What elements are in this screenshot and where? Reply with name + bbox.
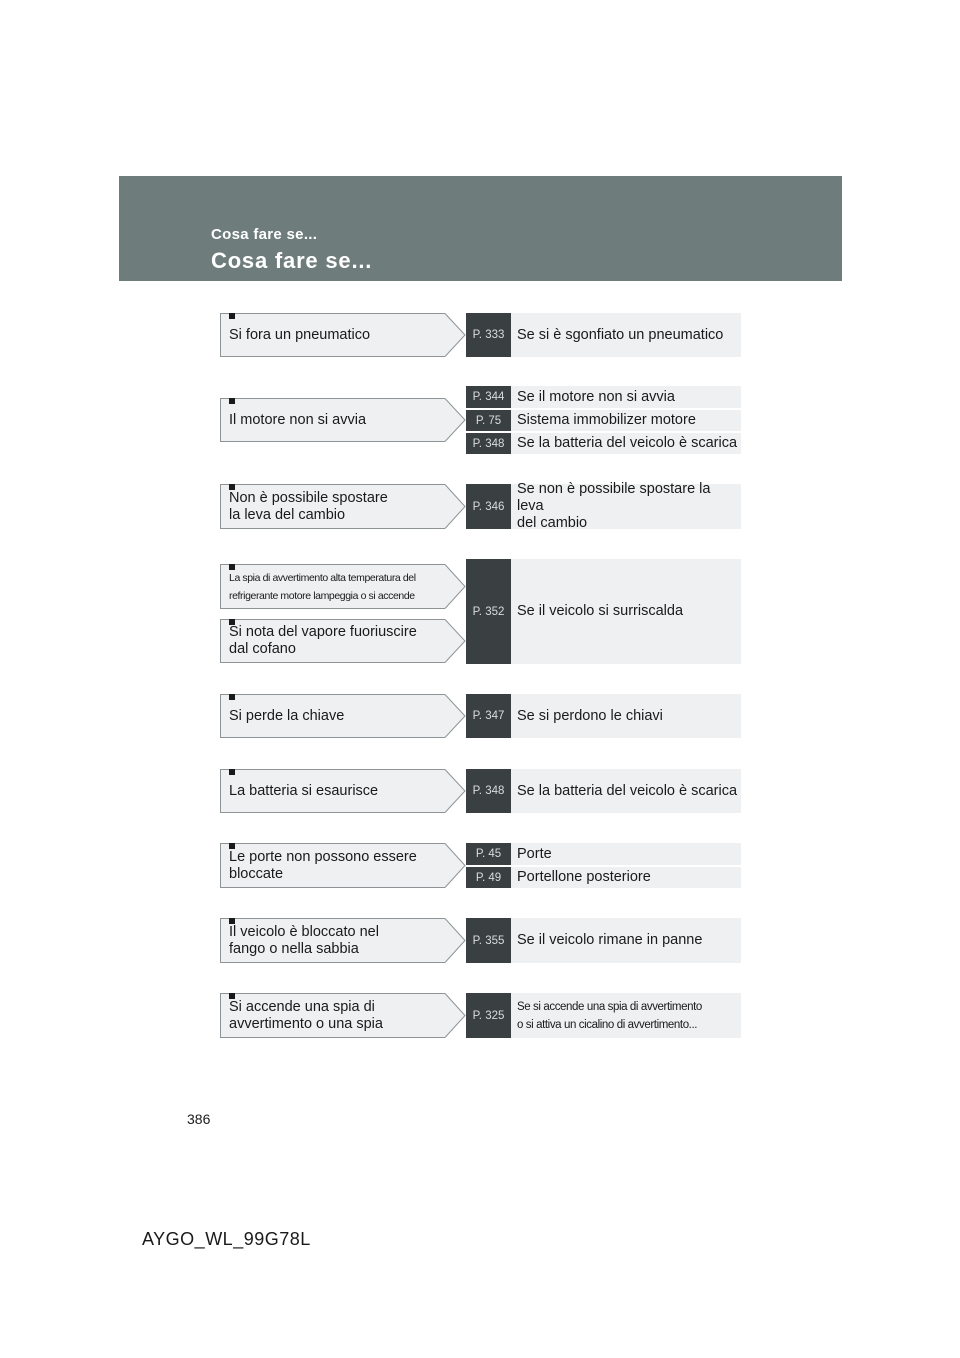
situation-box (220, 843, 445, 888)
reference-item[interactable] (466, 694, 741, 738)
situation-box (220, 564, 445, 609)
reference-item[interactable] (466, 386, 741, 408)
situation-label: Si nota del vapore fuoriuscire dal cofano (229, 624, 417, 657)
situation-box (220, 619, 445, 663)
arrow-icon (445, 993, 467, 1038)
reference-item[interactable] (466, 313, 741, 357)
situation-box (220, 769, 445, 813)
page-number: 386 (187, 1111, 211, 1127)
page-title: Cosa fare se... (211, 248, 373, 273)
page-reference-tag: P. 346 (466, 484, 511, 529)
situation-label: Le porte non possono essere bloccate (229, 848, 417, 882)
page-reference-tag: P. 325 (466, 993, 511, 1038)
reference-title: Se il veicolo rimane in panne (517, 932, 703, 948)
arrow-icon (445, 918, 467, 963)
situation-box (220, 313, 445, 357)
reference-title: Se la batteria del veicolo è scarica (517, 435, 738, 451)
situation-label: La spia di avvertimento alta temperatura del refrigerante motore lampeggia o si accende (229, 571, 416, 602)
page-header (119, 176, 842, 281)
page-reference-tag: P. 348 (466, 433, 511, 454)
reference-item[interactable] (466, 481, 741, 531)
situation-box (220, 993, 445, 1038)
situation-label: Si accende una spia di avvertimento o una spia (229, 998, 383, 1032)
page-reference-tag: P. 49 (466, 867, 511, 888)
page-reference-tag: P. 75 (466, 410, 511, 431)
reference-item[interactable] (466, 769, 741, 813)
reference-title: Se si perdono le chiavi (517, 707, 663, 724)
reference-title: Porte (517, 845, 552, 862)
reference-box (466, 313, 741, 357)
reference-box (466, 559, 741, 664)
reference-item[interactable] (466, 865, 741, 888)
arrow-icon (445, 619, 467, 663)
reference-box (466, 769, 741, 813)
reference-item[interactable] (466, 431, 741, 454)
reference-box (466, 481, 741, 531)
page-reference-tag: P. 352 (466, 559, 511, 664)
reference-title: Se il veicolo si surriscalda (517, 603, 684, 619)
reference-title: Se il motore non si avvia (517, 388, 675, 405)
reference-item[interactable] (466, 993, 741, 1038)
page-reference-tag: P. 355 (466, 918, 511, 963)
reference-title: Se si accende una spia di avvertimento o si attiva un cicalino di avvertimento... (517, 1000, 702, 1031)
situation-label: Non è possibile spostare la leva del cambio (229, 489, 388, 523)
page-reference-tag: P. 348 (466, 769, 511, 813)
situation-label: Il veicolo è bloccato nel fango o nella sabbia (229, 923, 379, 957)
situation-label: Il motore non si avvia (229, 411, 367, 428)
situation-label: La batteria si esaurisce (229, 782, 379, 799)
reference-title: Sistema immobilizer motore (517, 412, 696, 428)
reference-item[interactable] (466, 918, 741, 963)
reference-box (466, 843, 741, 888)
arrow-icon (445, 694, 467, 738)
reference-title: Se non è possibile spostare la leva del cambio (517, 481, 711, 531)
arrow-icon (445, 398, 467, 442)
reference-item[interactable] (466, 843, 741, 865)
arrow-icon (445, 769, 467, 813)
situation-box (220, 918, 445, 963)
arrow-icon (445, 843, 467, 888)
page-reference-tag: P. 344 (466, 386, 511, 408)
arrow-icon (445, 313, 467, 357)
situation-box (220, 484, 445, 529)
situation-label: Si perde la chiave (229, 707, 345, 724)
page-reference-tag: P. 347 (466, 694, 511, 738)
arrow-icon (445, 564, 467, 609)
reference-box (466, 918, 741, 963)
reference-box (466, 386, 741, 454)
reference-box (466, 993, 741, 1038)
footer-code: AYGO_WL_99G78L (142, 1229, 311, 1249)
reference-title: Se si è sgonfiato un pneumatico (517, 326, 724, 343)
reference-box (466, 694, 741, 738)
reference-title: Portellone posteriore (517, 869, 651, 885)
situation-box (220, 694, 445, 738)
page-reference-tag: P. 45 (466, 843, 511, 865)
situation-box (220, 398, 445, 442)
breadcrumb: Cosa fare se... (211, 226, 318, 243)
reference-item[interactable] (466, 559, 741, 664)
reference-item[interactable] (466, 408, 741, 431)
situation-label: Si fora un pneumatico (229, 326, 371, 343)
page-reference-tag: P. 333 (466, 313, 511, 357)
arrow-icon (445, 484, 467, 529)
reference-title: Se la batteria del veicolo è scarica (517, 782, 738, 799)
